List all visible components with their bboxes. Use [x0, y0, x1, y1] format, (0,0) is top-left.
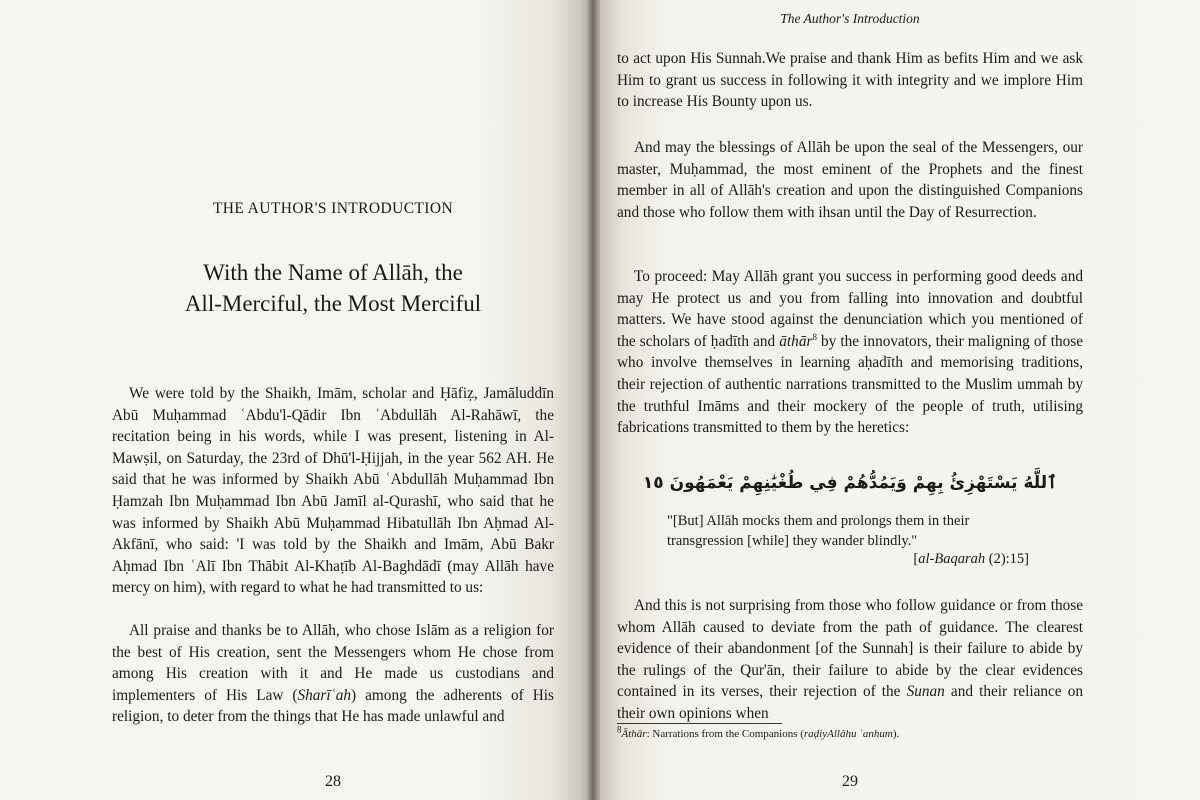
right-paragraph-4-text-a: And this is not surprising from those who follow guidance or from those whom Allāh caused to deviate from the path of guidance. The clearest evidence of their abandonment [of the Sunnah] is their failure to abide by the rulings of the Qur'ān, their failure to abide by the clear evidences contained in its verses, their rejection of the: [617, 597, 1083, 701]
footnote-divider: [617, 723, 782, 724]
right-paragraph-4-italic: Sunan: [906, 683, 945, 701]
left-paragraph-2: [112, 620, 554, 728]
verse-reference-number: (2):15]: [985, 551, 1029, 567]
section-label: THE AUTHOR'S INTRODUCTION: [212, 200, 454, 217]
right-paragraph-3-italic: āthār: [779, 332, 813, 350]
verse-reference: [667, 551, 1029, 568]
left-body-text: [112, 383, 554, 728]
footnote-close: ).: [892, 728, 900, 740]
footnote-term: Āthār: [621, 728, 647, 740]
footnote-text: : Narrations from the Companions (: [646, 728, 804, 740]
left-paragraph-2-text-a: All praise and thanks be to Allāh, who chose Islām as a religion for the best of His creation, sent the Messengers whom He chose from among His creation with it and He made us custodians and implementers of His Law (: [112, 621, 554, 704]
right-paragraph-4: [617, 595, 1083, 725]
verse-translation: "[But] Allāh mocks them and prolongs them in their transgression [while] they wander blindly.": [667, 513, 970, 549]
verse-reference-surah: al-Baqarah: [918, 551, 986, 567]
book-spine: [586, 0, 600, 800]
footnote-italic: raḍiyAllāhu ʿanhum: [803, 728, 893, 740]
left-paragraph-1: We were told by the Shaikh, Imām, scholar and Ḥāfiẓ, Jamāluddīn Abū Muḥammad ʿAbdu'l-Qādir Ibn ʿAbdullāh Al-Rahāwī, the recitation being in his words, while I was present, listening in Al-Mawṣil, on Saturday, the 23rd of Dhū'l-Ḥijjah, in the year 562 AH. He said that he was informed by Shaikh Abū ʿAbdullāh Muḥammad Ibn Ḥamzah Ibn Muḥammad Ibn Abū Jamīl al-Qurashī, who said that he was informed by Shaikh Abū Muḥammad Hibatullāh Ibn Aḥmad Al-Akfānī, who said: 'I was told by the Shaikh and Imām, Abū Bakr Aḥmad Ibn ʿAlī Ibn Thābit Al-Khaṭīb Al-Baghdādī (may Allāh have mercy on him), with regard to what he had transmitted to us:: [112, 385, 554, 597]
right-body-block-1: [617, 48, 1083, 113]
page-number-right: 29: [842, 773, 858, 790]
title-line-2: All-Merciful, the Most Merciful: [184, 291, 482, 316]
left-paragraph-2-italic: Sharīʿah: [297, 686, 352, 704]
footnote: [617, 724, 1083, 740]
right-paragraph-1: to act upon His Sunnah.We praise and thank Him as befits Him and we ask Him to grant us success in following it with integrity and we implore Him to increase His Bounty upon us.: [617, 50, 1083, 111]
right-paragraph-2: And may the blessings of Allāh be upon the seal of the Messengers, our master, Muḥammad, the most eminent of the Prophets and the finest member in all of Allāh's creation and upon the distinguished Companions and those who follow them with ihsan until the Day of Resurrection.: [617, 139, 1083, 221]
right-paragraph-3-text-b: by the innovators, their maligning of those who involve themselves in learning aḥadīth and memorising traditions, their rejection of authentic narrations transmitted to the Muslim ummah by the truthful Imāms and their mockery of the people of truth, utilising fabrications transmitted to them by the heretics:: [617, 332, 1083, 437]
verse-reference-open: [: [913, 551, 919, 567]
right-paragraph-4-text-b: and their reliance on their own opinions when: [617, 683, 1083, 722]
right-body-block-2: [617, 137, 1083, 223]
running-head: The Author's Introduction: [780, 11, 920, 26]
right-paragraph-3-text-a: To proceed: May Allāh grant you success in performing good deeds and may He protect us and you from falling into innovation and doubtful matters. We have stood against the denunciation which you mentioned of the scholars of ḥadīth and: [617, 268, 1083, 350]
footnote-number: 8: [617, 724, 622, 735]
page-number-left: 28: [325, 773, 341, 790]
right-body-block-4: [617, 595, 1083, 725]
title-line-1: With the Name of Allāh, the: [203, 260, 463, 285]
page-title: [112, 257, 554, 319]
left-paragraph-2-text-b: ) among the adherents of His religion, to deter from the things that He has made unlawful and: [112, 686, 554, 726]
right-body-block-3: [617, 266, 1083, 439]
footnote-marker: 8: [812, 331, 817, 342]
right-paragraph-3: [617, 266, 1083, 439]
quran-verse-arabic: ٱللَّهُ يَسْتَهْزِئُ بِهِمْ وَيَمُدُّهُمْ فِي طُغْيَٰنِهِمْ يَعْمَهُونَ ١٥: [642, 473, 1058, 493]
